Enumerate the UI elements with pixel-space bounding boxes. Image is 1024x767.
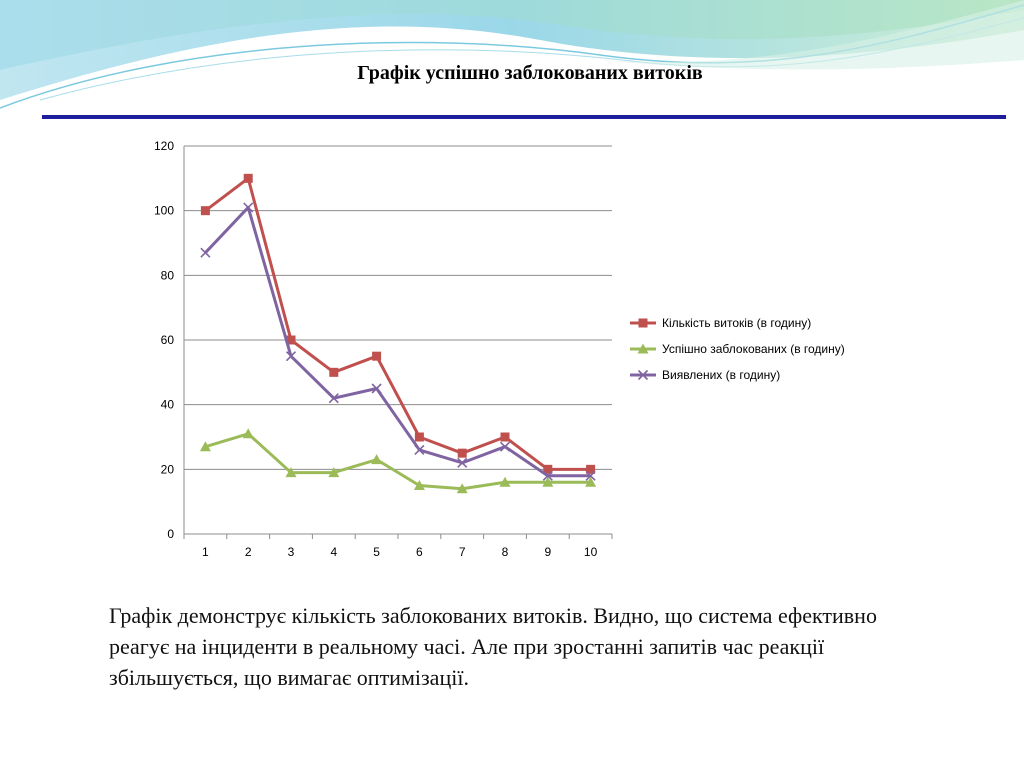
x-tick-label: 1 bbox=[202, 545, 209, 559]
legend-label: Успішно заблокованих (в годину) bbox=[662, 342, 845, 356]
data-point bbox=[372, 352, 381, 361]
data-point bbox=[415, 433, 424, 442]
y-tick-label: 0 bbox=[167, 527, 174, 541]
x-tick-label: 6 bbox=[416, 545, 423, 559]
y-tick-label: 100 bbox=[153, 203, 174, 218]
y-tick-label: 60 bbox=[160, 333, 174, 347]
data-point bbox=[639, 319, 648, 328]
y-tick-label: 40 bbox=[160, 397, 174, 412]
x-tick-label: 5 bbox=[373, 545, 380, 559]
series-line-2 bbox=[205, 434, 590, 489]
y-tick-label: 120 bbox=[153, 139, 174, 153]
series-line-3 bbox=[205, 207, 590, 475]
data-point bbox=[371, 454, 382, 464]
data-point bbox=[201, 206, 210, 215]
line-chart bbox=[120, 128, 880, 578]
x-tick-label: 3 bbox=[287, 545, 295, 559]
y-tick-label: 80 bbox=[160, 268, 174, 283]
slide-title: Графік успішно заблокованих витоків bbox=[357, 62, 703, 84]
x-tick-label: 4 bbox=[330, 545, 338, 559]
x-tick-label: 9 bbox=[544, 545, 552, 559]
y-tick-label: 20 bbox=[160, 462, 174, 477]
x-tick-label: 7 bbox=[458, 545, 466, 559]
legend-label: Кількість витоків (в годину) bbox=[662, 316, 812, 330]
data-point bbox=[244, 174, 253, 183]
slide-caption: Графік демонструє кількість заблокованих витоків. Видно, що система ефективно реагує на інциденти в реальному часі. Але при зростанні запитів час реакції збільшується, що вимагає оптимізації. bbox=[109, 603, 877, 690]
x-tick-label: 2 bbox=[244, 545, 252, 559]
x-tick-label: 10 bbox=[583, 545, 598, 559]
series-line-1 bbox=[205, 178, 590, 469]
data-point bbox=[329, 368, 338, 377]
data-point bbox=[458, 449, 467, 458]
legend-label: Виявлених (в годину) bbox=[662, 368, 781, 382]
title-divider bbox=[42, 115, 1006, 119]
data-point bbox=[501, 433, 510, 442]
data-point bbox=[201, 248, 210, 257]
x-tick-label: 8 bbox=[501, 545, 509, 559]
data-point bbox=[243, 428, 254, 438]
